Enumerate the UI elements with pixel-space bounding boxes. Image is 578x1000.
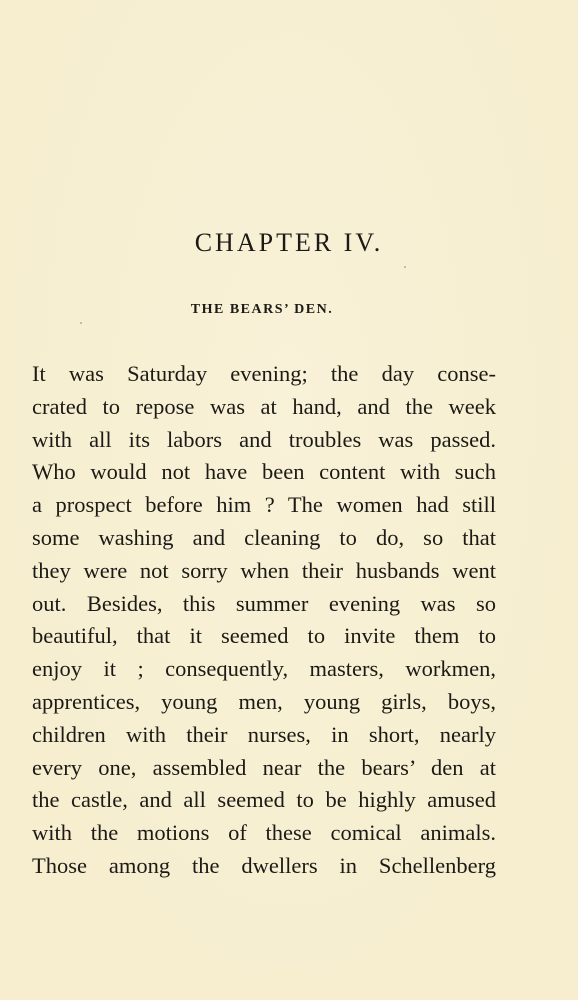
text-line: with the motions of these comical animals.	[32, 820, 496, 846]
text-line: children with their nurses, in short, nearly	[32, 721, 496, 747]
text-line: crated to repose was at hand, and the week	[32, 393, 496, 419]
text-line: a prospect before him ? The women had still	[32, 492, 496, 518]
section-title: THE BEARS’ DEN.	[190, 302, 334, 317]
text-line: It was Saturday evening; the day conse-	[32, 361, 496, 386]
chapter-title: CHAPTER IV.	[194, 228, 384, 257]
text-line: every one, assembled near the bears’ den at	[32, 754, 496, 780]
text-line: Who would not have been content with such	[32, 459, 496, 485]
text-line: out. Besides, this summer evening was so	[32, 590, 496, 616]
body-text	[32, 358, 496, 883]
text-line: some washing and cleaning to do, so that	[32, 524, 496, 550]
text-line: enjoy it ; consequently, masters, workmen,	[32, 656, 496, 682]
paper-speck	[404, 266, 406, 268]
paper-speck	[80, 322, 82, 324]
text-line: Those among the dwellers in Schellenberg	[32, 852, 496, 878]
text-line: apprentices, young men, young girls, boys,	[32, 688, 496, 714]
text-line: beautiful, that it seemed to invite them to	[32, 623, 496, 649]
text-line: with all its labors and troubles was passed.	[32, 426, 496, 452]
text-line: the castle, and all seemed to be highly amused	[32, 787, 496, 813]
text-line: they were not sorry when their husbands went	[32, 557, 496, 583]
